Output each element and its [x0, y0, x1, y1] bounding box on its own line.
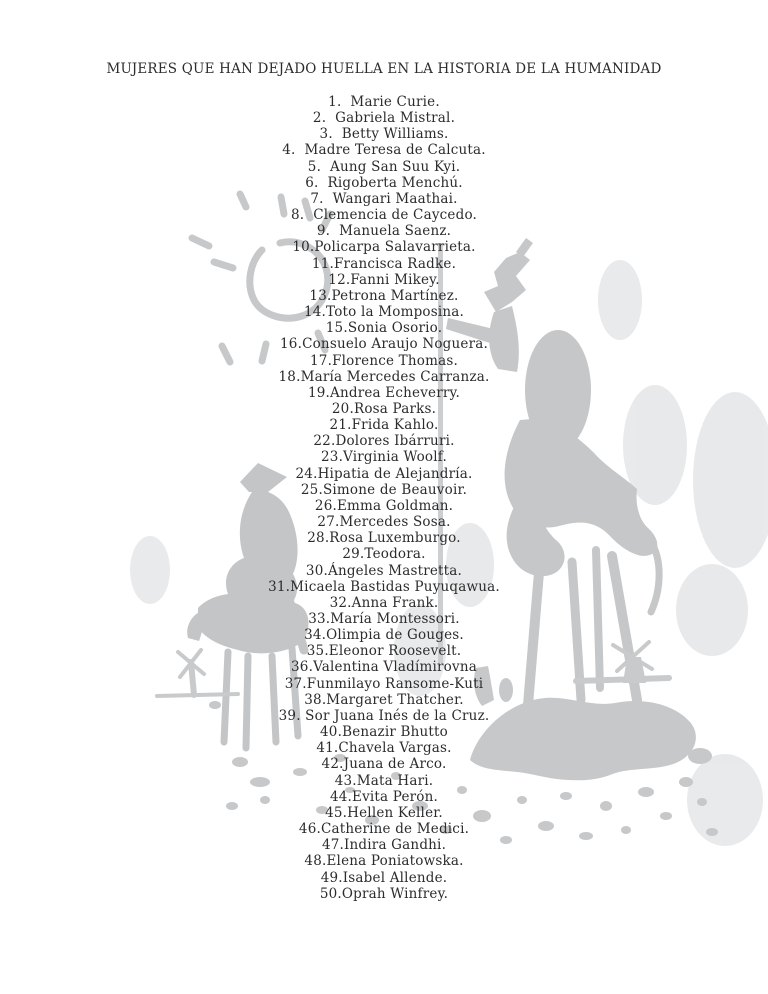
list-item: 41.Chavela Vargas. [316, 740, 452, 757]
list-item: 40.Benazir Bhutto [320, 724, 448, 741]
list-item: 6. Rigoberta Menchú. [305, 174, 463, 191]
list-item: 17.Florence Thomas. [310, 352, 458, 369]
list-item: 9. Manuela Saenz. [316, 223, 452, 240]
list-item: 30.Ángeles Mastretta. [305, 562, 463, 579]
list-item: 18.María Mercedes Carranza. [278, 368, 490, 385]
list-item: 13.Petrona Martínez. [309, 287, 459, 304]
list-item: 3. Betty Williams. [319, 126, 449, 143]
list-item: 36.Valentina Vladímirovna [291, 659, 477, 676]
list-item: 46.Catherine de Medici. [298, 821, 470, 838]
list-item: 7. Wangari Maathai. [310, 190, 458, 207]
list-item: 39. Sor Juana Inés de la Cruz. [278, 707, 490, 724]
list-item: 12.Fanni Mikey. [328, 271, 440, 288]
list-item: 15.Sonia Osorio. [325, 320, 443, 337]
list-item: 23.Virginia Woolf. [320, 449, 447, 466]
list-item: 29.Teodora. [342, 546, 426, 563]
list-item: 21.Frida Kahlo. [329, 417, 439, 434]
list-item: 22.Dolores Ibárruri. [313, 433, 455, 450]
list-item: 16.Consuelo Araujo Noguera. [280, 336, 488, 353]
women-list [0, 94, 768, 902]
list-item: 44.Evita Perón. [329, 788, 439, 805]
list-item: 28.Rosa Luxemburgo. [307, 530, 461, 547]
list-item: 37.Funmilayo Ransome-Kuti [284, 675, 484, 692]
list-item: 43.Mata Hari. [334, 772, 434, 789]
list-item: 27.Mercedes Sosa. [317, 514, 451, 531]
list-item: 1. Marie Curie. [328, 94, 440, 110]
list-item: 10.Policarpa Salavarrieta. [292, 239, 476, 256]
list-item: 38.Margaret Thatcher. [304, 691, 464, 708]
list-item: 48.Elena Poniatowska. [304, 853, 464, 870]
list-item: 8. Clemencia de Caycedo. [290, 207, 478, 224]
list-item: 33.María Montessori. [308, 611, 460, 627]
list-item: 5. Aung San Suu Kyi. [307, 158, 461, 175]
list-item: 2. Gabriela Mistral. [312, 110, 456, 127]
list-item: 42.Juana de Arco. [321, 756, 447, 773]
list-item: 19.Andrea Echeverry. [307, 384, 461, 401]
list-item: 24.Hipatia de Alejandría. [295, 465, 473, 482]
list-item: 35.Eleonor Roosevelt. [306, 643, 462, 660]
list-item: 32.Anna Frank. [329, 594, 439, 611]
list-item: 31.Micaela Bastidas Puyuqawua. [268, 578, 500, 595]
list-item: 45.Hellen Keller. [325, 804, 443, 821]
list-item: 47.Indira Gandhi. [321, 837, 447, 854]
list-item: 25.Simone de Beauvoir. [300, 481, 468, 498]
list-item: 4. Madre Teresa de Calcuta. [282, 142, 486, 159]
list-item: 49.Isabel Allende. [320, 869, 448, 886]
list-item: 34.Olimpia de Gouges. [304, 627, 464, 644]
list-item: 14.Toto la Momposina. [303, 304, 465, 321]
list-item: 20.Rosa Parks. [331, 400, 437, 417]
list-item: 11.Francisca Radke. [311, 255, 457, 272]
list-item: 26.Emma Goldman. [314, 497, 454, 514]
document-title: MUJERES QUE HAN DEJADO HUELLA EN LA HISTORIA DE LA HUMANIDAD [106, 61, 662, 77]
list-item: 50.Oprah Winfrey. [319, 885, 449, 902]
